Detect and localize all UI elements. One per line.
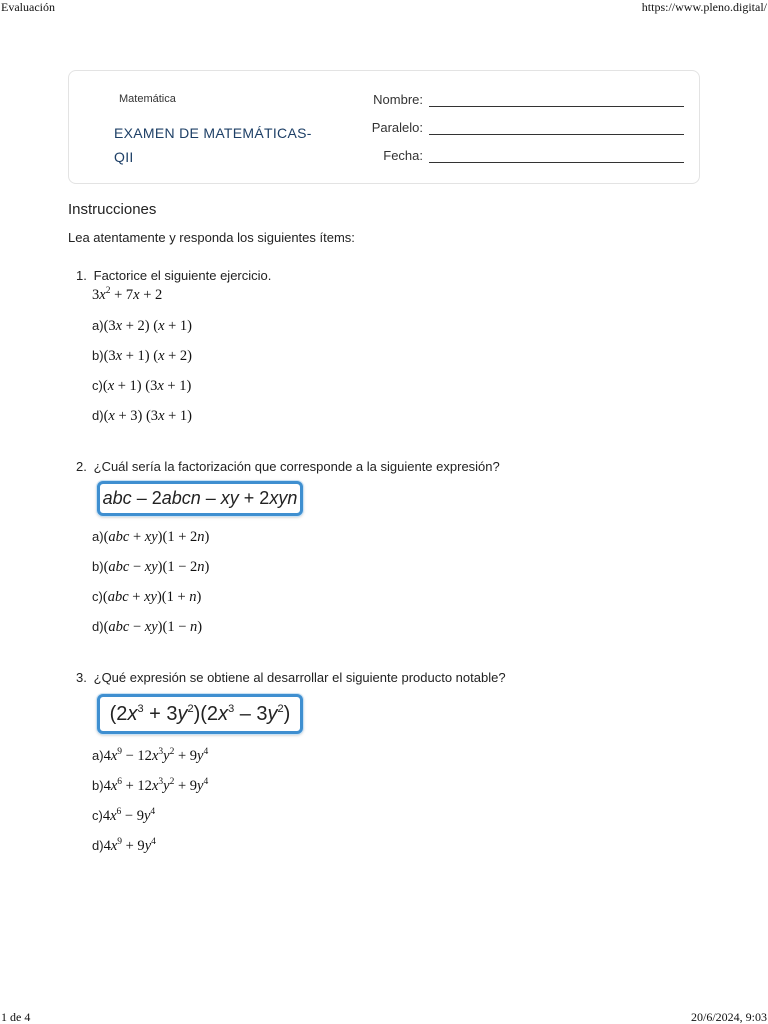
question-2-expression-image: abc – 2abcn – xy + 2xyn	[97, 481, 303, 516]
option-math: (x + 3) (3x + 1)	[103, 408, 193, 424]
page-counter: 1 de 4	[1, 1010, 31, 1024]
option-letter: a)	[92, 318, 104, 333]
print-header-title: Evaluación	[1, 0, 55, 14]
question-1	[76, 268, 271, 283]
option-letter: a)	[92, 529, 104, 544]
subject-label: Matemática	[119, 93, 176, 105]
question-3-expression-image: $(2x^3 + 3y^2)(2x^3 - 3y^2)$	[97, 694, 303, 734]
name-field[interactable]	[329, 92, 689, 112]
date-field-line[interactable]	[429, 162, 684, 163]
option-math: (abc − xy)(1 − n)	[103, 619, 203, 635]
print-footer	[0, 1010, 768, 1024]
question-2-option-b[interactable]	[92, 558, 209, 576]
option-letter: b)	[92, 559, 104, 574]
option-letter: d)	[92, 408, 104, 423]
question-text: Factorice el siguiente ejercicio.	[93, 268, 272, 283]
option-math: $4x^9 + 9y^4$	[103, 837, 156, 854]
question-3-option-b[interactable]	[92, 777, 208, 795]
option-math: $4x^6 + 12x^3y^2 + 9y^4$	[103, 777, 209, 794]
date-field[interactable]	[329, 148, 689, 168]
option-math: (3x + 2) (x + 1)	[103, 318, 193, 334]
name-field-label: Nombre:	[373, 92, 423, 107]
question-1-option-d[interactable]	[92, 407, 192, 425]
option-letter: d)	[92, 838, 104, 853]
option-letter: a)	[92, 748, 104, 763]
option-math: (x + 1) (3x + 1)	[102, 378, 192, 394]
exam-title: EXAMEN DE MATEMÁTICAS-QII	[114, 125, 312, 165]
parallel-field-label: Paralelo:	[371, 120, 423, 135]
question-3-option-d[interactable]	[92, 837, 156, 855]
question-number: 3.	[76, 670, 87, 685]
question-number: 1.	[76, 268, 87, 283]
parallel-field[interactable]	[329, 120, 689, 140]
question-3	[76, 670, 506, 685]
option-letter: c)	[92, 808, 103, 823]
print-datetime: 20/6/2024, 9:03	[690, 1010, 767, 1024]
question-2-option-a[interactable]	[92, 528, 209, 546]
option-letter: b)	[92, 778, 104, 793]
option-math: (3x + 1) (x + 2)	[103, 348, 193, 364]
name-field-line[interactable]	[429, 106, 684, 107]
option-math: (abc + xy)(1 + 2n)	[103, 529, 210, 545]
parallel-field-line[interactable]	[429, 134, 684, 135]
option-math: (abc + xy)(1 + n)	[102, 589, 202, 605]
exam-header-card	[68, 70, 700, 184]
option-math: $4x^6 - 9y^4$	[102, 807, 156, 824]
question-text: ¿Qué expresión se obtiene al desarrollar el siguiente producto notable?	[93, 670, 506, 685]
question-1-option-c[interactable]	[92, 377, 191, 395]
question-3-option-c[interactable]	[92, 807, 155, 825]
option-letter: d)	[92, 619, 104, 634]
question-3-option-a[interactable]	[92, 747, 208, 765]
question-2-option-d[interactable]	[92, 618, 202, 636]
print-header-url: https://www.pleno.digital/	[641, 0, 767, 14]
question-1-expression: $3x^2 + 7x + 2$	[92, 286, 163, 303]
question-text: ¿Cuál sería la factorización que corresponde a la siguiente expresión?	[93, 459, 500, 474]
question-2	[76, 459, 500, 474]
question-1-option-a[interactable]	[92, 317, 192, 335]
option-math: (abc − xy)(1 − 2n)	[103, 559, 210, 575]
instructions-text: Lea atentamente y responda los siguientes ítems:	[68, 230, 355, 245]
question-1-option-b[interactable]	[92, 347, 192, 365]
print-header	[0, 0, 768, 16]
option-math: $4x^9 - 12x^3y^2 + 9y^4$	[103, 747, 209, 764]
date-field-label: Fecha:	[383, 148, 423, 163]
option-letter: c)	[92, 589, 103, 604]
question-number: 2.	[76, 459, 87, 474]
option-letter: b)	[92, 348, 104, 363]
question-2-option-c[interactable]	[92, 588, 201, 606]
option-letter: c)	[92, 378, 103, 393]
instructions-heading: Instrucciones	[68, 201, 157, 218]
